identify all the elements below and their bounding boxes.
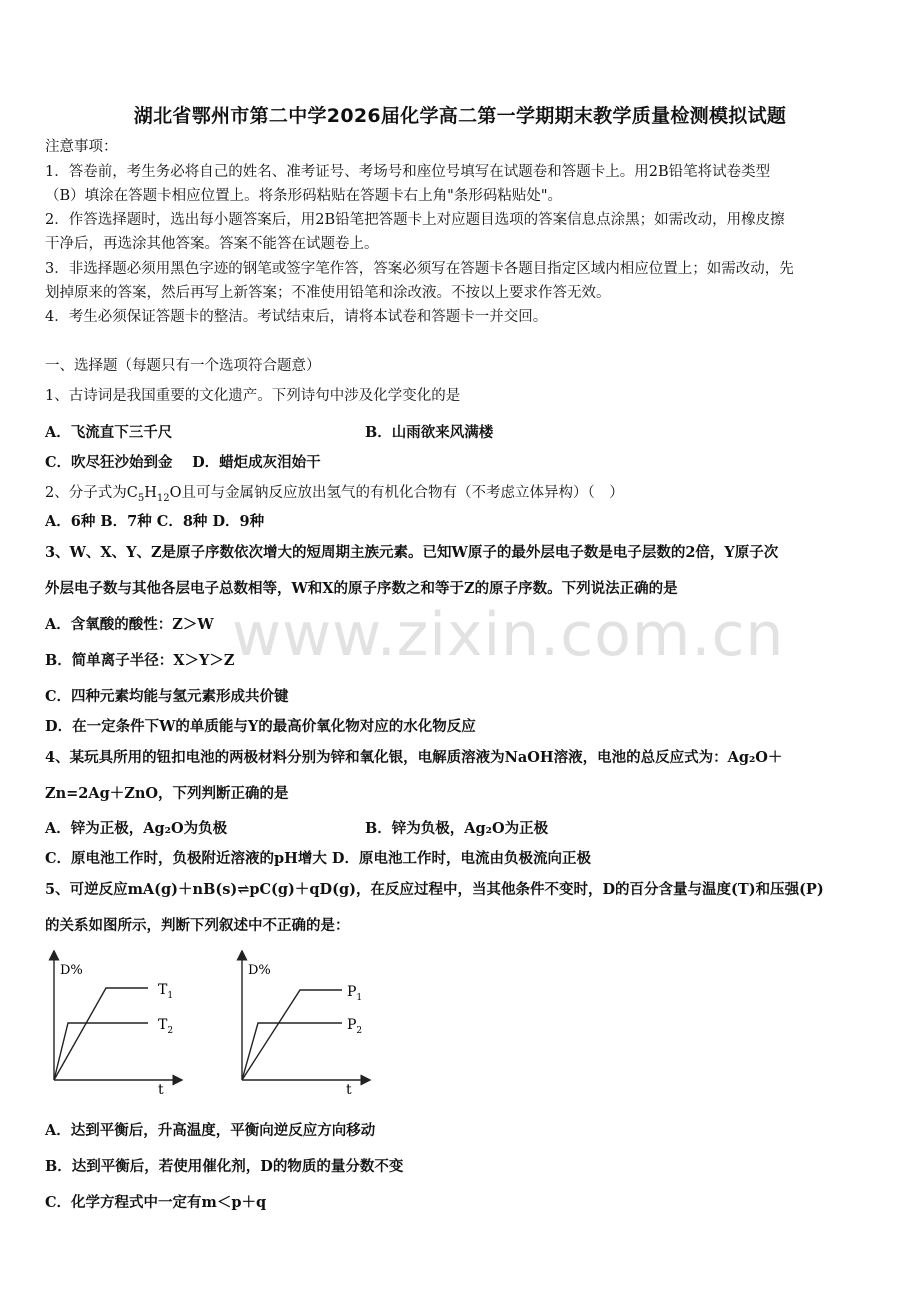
notice-line: 干净后，再选涂其他答案。答案不能答在试题卷上。 xyxy=(45,236,379,252)
q4-stem-line2: Zn=2Ag＋ZnO，下列判断正确的是 xyxy=(45,785,289,802)
watermark: www.zixin.com.cn xyxy=(232,600,785,670)
curve-p2 xyxy=(242,1023,342,1080)
q4-option-cd: C．原电池工作时，负极附近溶液的pH增大 D．原电池工作时，电流由负极流向正极 xyxy=(45,850,591,867)
notice-line: 划掉原来的答案，然后再写上新答案；不准使用铅笔和涂改液。不按以上要求作答无效。 xyxy=(45,285,611,301)
curve-t2 xyxy=(54,1023,148,1080)
q4-option-b: B．锌为负极，Ag₂O为正极 xyxy=(365,820,549,837)
label-t1: $T_1$ xyxy=(158,982,174,1001)
q4-option-a: A．锌为正极，Ag₂O为负极 xyxy=(45,820,228,837)
q3-option-a: A．含氧酸的酸性：Z＞W xyxy=(45,616,214,633)
y-axis-label: D% xyxy=(248,963,271,978)
q5-stem-line2: 的关系如图所示，判断下列叙述中不正确的是： xyxy=(45,917,350,934)
q1-stem: 1、古诗词是我国重要的文化遗产。下列诗句中涉及化学变化的是 xyxy=(45,388,461,404)
notice-line: 1．答卷前，考生务必将自己的姓名、准考证号、考场号和座位号填写在试题卷和答题卡上。用2B铅笔将试卷类型 xyxy=(45,164,771,180)
x-axis-label: t xyxy=(158,1082,164,1095)
q1-option-a: A．飞流直下三千尺 xyxy=(45,424,173,441)
curve-t1 xyxy=(54,988,148,1080)
graph-temperature xyxy=(40,950,190,1095)
q2-stem: 2、分子式为$C_5H_{12}O$且可与金属钠反应放出氢气的有机化合物有（不考虑立体异构）（ ） xyxy=(45,485,624,504)
q2-options: A．6种 B．7种 C．8种 D．9种 xyxy=(45,513,265,530)
notice-line: （B）填涂在答题卡相应位置上。将条形码粘贴在答题卡右上角"条形码粘贴处"。 xyxy=(45,188,562,204)
q3-option-c: C．四种元素均能与氢元素形成共价键 xyxy=(45,688,289,705)
notice-line: 2．作答选择题时，选出每小题答案后，用2B铅笔把答题卡上对应题目选项的答案信息点涂黑；如需改动，用橡皮擦 xyxy=(45,212,785,228)
q3-option-b: B．简单离子半径：X＞Y＞Z xyxy=(45,652,235,669)
q5-option-c: C．化学方程式中一定有m＜p＋q xyxy=(45,1194,267,1211)
y-axis-label: D% xyxy=(60,963,83,978)
q1-option-cd: C．吹尽狂沙始到金 D．蜡炬成灰泪始干 xyxy=(45,454,321,471)
q5-option-a: A．达到平衡后，升高温度，平衡向逆反应方向移动 xyxy=(45,1122,376,1139)
notice-heading: 注意事项： xyxy=(45,139,118,155)
q3-option-d: D．在一定条件下W的单质能与Y的最高价氧化物对应的水化物反应 xyxy=(45,718,476,735)
label-p2: $P_2$ xyxy=(347,1017,363,1036)
section-heading: 一、选择题（每题只有一个选项符合题意） xyxy=(45,358,321,374)
page-title: 湖北省鄂州市第二中学2026届化学高二第一学期期末教学质量检测模拟试题 xyxy=(133,105,787,127)
notice-line: 4．考生必须保证答题卡的整洁。考试结束后，请将本试卷和答题卡一并交回。 xyxy=(45,309,548,325)
q4-stem-line1: 4、某玩具所用的钮扣电池的两极材料分别为锌和氧化银，电解质溶液为NaOH溶液，电池的总反应式为：Ag₂O＋ xyxy=(45,749,783,766)
q5-option-b: B．达到平衡后，若使用催化剂，D的物质的量分数不变 xyxy=(45,1158,404,1175)
label-p1: $P_1$ xyxy=(347,984,363,1003)
q3-stem-line1: 3、W、X、Y、Z是原子序数依次增大的短周期主族元素。已知W原子的最外层电子数是电子层数的2倍，Y原子次 xyxy=(45,544,779,561)
notice-line: 3．非选择题必须用黑色字迹的钢笔或签字笔作答，答案必须写在答题卡各题目指定区域内相应位置上；如需改动，先 xyxy=(45,261,794,277)
graph-pressure xyxy=(228,950,378,1095)
q3-stem-line2: 外层电子数与其他各层电子总数相等，W和X的原子序数之和等于Z的原子序数。下列说法正确的是 xyxy=(45,580,678,597)
q1-option-b: B．山雨欲来风满楼 xyxy=(365,424,494,441)
x-axis-label: t xyxy=(346,1082,352,1095)
q5-stem-line1: 5、可逆反应mA(g)＋nB(s)⇌pC(g)＋qD(g)，在反应过程中，当其他条件不变时，D的百分含量与温度(T)和压强(P) xyxy=(45,881,824,898)
curve-p1 xyxy=(242,990,342,1080)
label-t2: $T_2$ xyxy=(158,1017,174,1036)
